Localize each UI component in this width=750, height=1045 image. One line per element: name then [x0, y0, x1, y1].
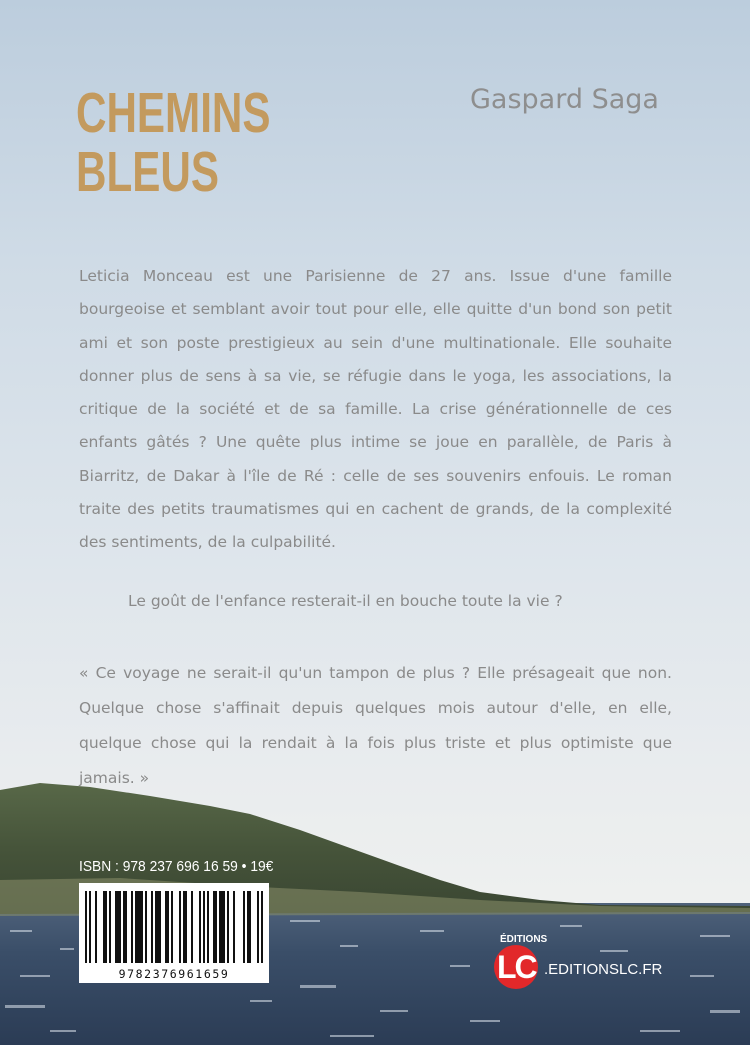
barcode-bar: [257, 891, 259, 963]
barcode-bars: [79, 883, 269, 967]
title-line: BLEUS: [76, 140, 219, 204]
barcode-bar: [131, 891, 133, 963]
synopsis-text: Leticia Monceau est une Parisienne de 27 ans. Issue d'une famille bourgeoise et semblant avoir tout pour elle, elle quitte d'un bond son petit ami et son poste prestigieux au sein d'une multinationale. Elle souhaite donner plus de sens à sa vie, se réfugie dans le yoga, les associations, la critique de la société et de sa famille. La crise générationnelle de ces enfants gâtés ? Une quête plus intime se joue en parallèle, de Paris à Biarritz, de Dakar à l'île de Ré : celle de ses souvenirs enfouis. Le roman traite des petits traumatismes qui en cachent de grands, de la complexité des sentiments, de la culpabilité.: [79, 267, 672, 552]
barcode-bar: [213, 891, 217, 963]
barcode-bar: [227, 891, 229, 963]
barcode-bar: [145, 891, 147, 963]
barcode-bar: [247, 891, 251, 963]
book-title: [76, 81, 271, 204]
barcode-bar: [151, 891, 153, 963]
barcode-bar: [243, 891, 245, 963]
author-name: Gaspard Saga: [470, 84, 659, 115]
title-line: CHEMINS: [76, 81, 271, 145]
barcode-bar: [123, 891, 127, 963]
barcode-bar: [171, 891, 173, 963]
barcode-digits: 9782376961659: [118, 967, 230, 981]
barcode-bar: [179, 891, 181, 963]
barcode-bar: [89, 891, 91, 963]
barcode-bar: [233, 891, 235, 963]
barcode-bar: [95, 891, 97, 963]
publisher-website: .EDITIONSLC.FR: [544, 961, 663, 978]
barcode-bar: [183, 891, 187, 963]
tagline-question: Le goût de l'enfance resterait-il en bouche toute la vie ?: [128, 592, 563, 610]
barcode-bar: [85, 891, 87, 963]
barcode-bar: [155, 891, 161, 963]
barcode-bar: [109, 891, 111, 963]
barcode-bar: [203, 891, 205, 963]
excerpt-quote: « Ce voyage ne serait-il qu'un tampon de plus ? Elle présageait que non. Quelque chose s'affinait depuis quelques mois autour d'elle, en elle, quelque chose qui la rendait à la fois plus triste et plus optimiste que jamais. »: [79, 664, 672, 787]
barcode-bar: [135, 891, 143, 963]
barcode-bar: [165, 891, 169, 963]
barcode-bar: [199, 891, 201, 963]
barcode-bar: [115, 891, 121, 963]
barcode-bar: [219, 891, 225, 963]
barcode-bar: [261, 891, 263, 963]
barcode-bar: [191, 891, 193, 963]
isbn-price: ISBN : 978 237 696 16 59 • 19€: [79, 858, 274, 875]
publisher-logo: [494, 932, 694, 992]
barcode: [79, 883, 269, 983]
barcode-bar: [207, 891, 209, 963]
barcode-bar: [103, 891, 107, 963]
publisher-label: ÉDITIONS: [500, 934, 548, 945]
publisher-monogram: LC: [497, 949, 536, 985]
